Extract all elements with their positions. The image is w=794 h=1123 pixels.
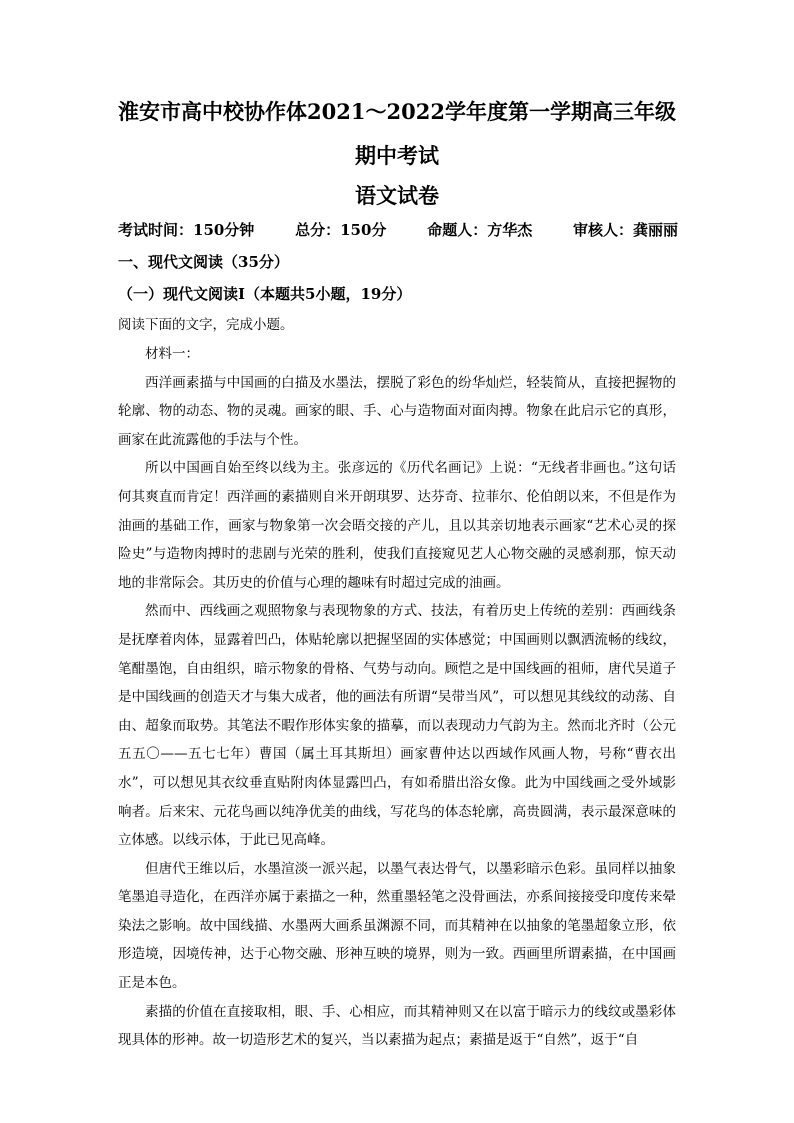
exam-title-line-1: 淮安市高中校协作体2021～2022学年度第一学期高三年级 (118, 99, 676, 124)
exam-title-line-3: 语文试卷 (355, 183, 439, 208)
reading-instruction: 阅读下面的文字，完成小题。 (118, 317, 294, 333)
passage-paragraph: 所以中国画自始至终以线为主。张彦远的《历代名画记》上说：“无线者非画也。”这句话何其爽直而肯定！西洋画的素描则自米开朗琪罗、达芬奇、拉菲尔、伦伯朗以来，不但是作为油画的基础工作，画家与物象第一次会晤交接的产儿，且以其亲切地表示画家“艺术心灵的探险史”与造物肉搏时的悲剧与光荣的胜利，使我们直接窥见艺人心物交融的灵感刹那，惊天动地的非常际会。其历史的价值与心理的趣味有时超过完成的油画。 (118, 460, 676, 591)
exam-total-score: 总分：150分 (295, 221, 387, 239)
reading-passage (118, 340, 676, 1055)
exam-reviewer: 审核人：龚丽丽 (572, 221, 678, 239)
exam-author: 命题人：方华杰 (427, 221, 533, 239)
exam-time: 考试时间：150分钟 (118, 221, 255, 239)
section-heading: 一、现代文阅读（35分） (118, 253, 289, 271)
passage-paragraph: 然而中、西线画之观照物象与表现物象的方式、技法，有着历史上传统的差别：西画线条是抚摩着肉体，显露着凹凸，体贴轮廓以把握坚固的实体感觉；中国画则以飘洒流畅的线纹，笔酣墨饱，自由组织，暗示物象的骨格、气势与动向。顾恺之是中国线画的祖师，唐代吴道子是中国线画的创造天才与集大成者，他的画法有所谓“吴带当风”，可以想见其线纹的动荡、自由、超象而取势。其笔法不暇作形体实象的描摹，而以表现动力气韵为主。然而北齐时（公元五五〇——五七七年）曹国（属土耳其斯坦）画家曹仲达以西域作风画人物，号称“曹衣出水”，可以想见其衣纹垂直贴附肉体显露凹凸，有如希腊出浴女像。此为中国线画之受外域影响者。后来宋、元花鸟画以纯净优美的曲线，写花鸟的体态轮廓，高贵圆满，表示最深意味的立体感。以线示体，于此已见高峰。 (118, 603, 676, 849)
exam-meta-line (118, 218, 678, 242)
passage-paragraph: 素描的价值在直接取相，眼、手、心相应，而其精神则又在以富于暗示力的线纹或墨彩体现具体的形神。故一切造形艺术的复兴，当以素描为起点；素描是返于“自然”，返于“自 (118, 1003, 676, 1049)
exam-title-line-2: 期中考试 (355, 143, 439, 168)
passage-paragraph: 但唐代王维以后，水墨渲淡一派兴起，以墨气表达骨气，以墨彩暗示色彩。虽同样以抽象笔墨追寻造化，在西洋亦属于素描之一种，然重墨轻笔之没骨画法，亦系间接接受印度传来晕染法之影响。故中国线描、水墨两大画系虽渊源不同，而其精神在以抽象的笔墨超象立形，依形造境，因境传神，达于心物交融、形神互映的境界，则为一致。西画里所谓素描，在中国画正是本色。 (118, 860, 676, 992)
passage-paragraph: 西洋画素描与中国画的白描及水墨法，摆脱了彩色的纷华灿烂，轻装简从，直接把握物的轮廓、物的动态、物的灵魂。画家的眼、手、心与造物面对面肉搏。物象在此启示它的真形，画家在此流露他的手法与个性。 (118, 374, 676, 448)
passage-paragraph: 材料一： (145, 346, 199, 362)
subsection-heading: （一）现代文阅读Ⅰ（本题共5小题，19分） (118, 285, 412, 303)
